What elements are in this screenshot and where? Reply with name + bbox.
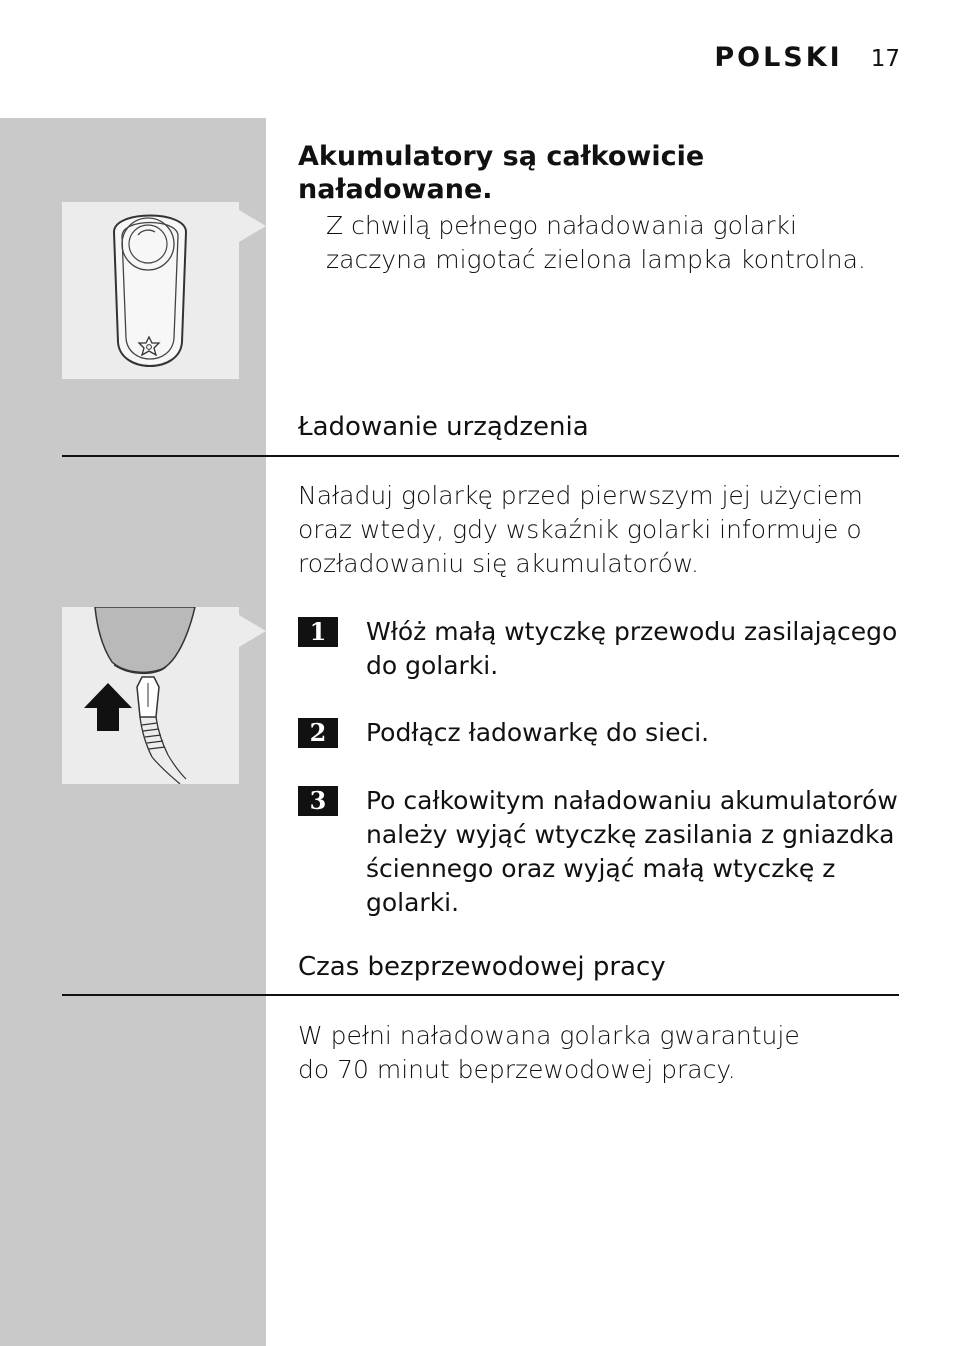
figure-pointer-arrow [239,615,266,647]
charging-intro-text: Naładuj golarkę przed pierwszym jej użyciem oraz wtedy, gdy wskaźnik golarki informuje o rozładowaniu się akumulatorów. [298,481,863,578]
step-number-badge: 3 [298,786,338,816]
section-divider [62,994,899,996]
step-3 [298,784,898,920]
step-number-badge: 2 [298,718,338,748]
step-1 [298,615,898,683]
step-text: Włóż małą wtyczkę przewodu zasilającego do golarki. [366,617,898,680]
batteries-charged-text: Z chwilą pełnego naładowania golarki zaczyna migotać zielona lampka kontrolna. [326,211,866,274]
step-number-badge: 1 [298,617,338,647]
figure-plug-insertion [62,607,239,784]
section-heading-charging: Ładowanie urządzenia [298,412,589,442]
cordless-time-text: W pełni naładowana golarka gwarantuje do 70 minut beprzewodowej pracy. [298,1021,800,1084]
page-number: 17 [870,46,900,72]
figure-pointer-arrow [239,210,266,242]
section-divider [62,455,899,457]
figure-shaver-indicator [62,202,239,379]
section-heading-cordless-time: Czas bezprzewodowej pracy [298,952,666,982]
step-2 [298,716,898,750]
section-title-batteries-charged: Akumulatory są całkowicie naładowane. [298,141,705,205]
language-label: POLSKI [714,42,843,73]
step-text: Po całkowitym naładowaniu akumulatorów należy wyjąć wtyczkę zasilania z gniazdka ściennego oraz wyjąć małą wtyczkę z golarki. [366,786,898,917]
step-text: Podłącz ładowarkę do sieci. [366,718,710,747]
page-header [714,42,900,73]
